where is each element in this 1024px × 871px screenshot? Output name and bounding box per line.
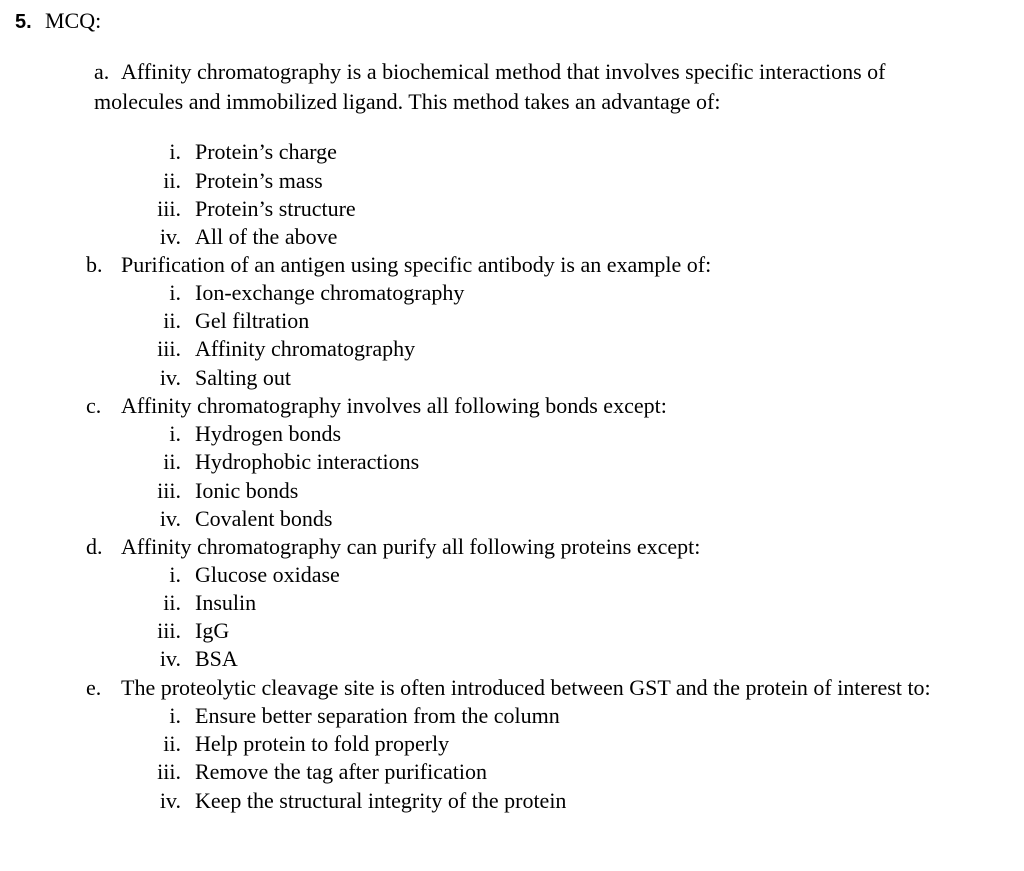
- option-text: Insulin: [195, 590, 257, 615]
- option-text: Keep the structural integrity of the protein: [195, 788, 567, 813]
- option-text: Ensure better separation from the column: [195, 703, 560, 728]
- option-roman: iii.: [157, 336, 181, 361]
- item-d-letter: d.: [86, 534, 103, 559]
- item-e-stem: The proteolytic cleavage site is often introduced between GST and the protein of interest to:: [121, 675, 931, 700]
- option-roman: iv.: [159, 506, 181, 531]
- option-roman: iii.: [157, 759, 181, 784]
- option-roman: iv.: [159, 365, 181, 390]
- option-text: Help protein to fold properly: [195, 731, 450, 756]
- item-b-letter: b.: [86, 252, 103, 277]
- option-roman: iii.: [157, 196, 181, 221]
- option-roman: ii.: [163, 590, 181, 615]
- option-text: Protein’s structure: [195, 196, 356, 221]
- option-roman: i.: [169, 703, 181, 728]
- item-d-option-1: [169, 561, 340, 589]
- option-text: Covalent bonds: [195, 506, 333, 531]
- item-c-option-3: [157, 477, 299, 505]
- option-text: Remove the tag after purification: [195, 759, 487, 784]
- option-text: Gel filtration: [195, 308, 310, 333]
- option-roman: ii.: [163, 308, 181, 333]
- option-roman: i.: [169, 421, 181, 446]
- option-text: Affinity chromatography: [195, 336, 416, 361]
- option-roman: iii.: [157, 478, 181, 503]
- item-d-option-4: [159, 645, 238, 673]
- item-a-stem-line2: molecules and immobilized ligand. This method takes an advantage of:: [94, 89, 721, 114]
- option-roman: iv.: [159, 646, 181, 671]
- item-b-stem: Purification of an antigen using specific antibody is an example of:: [121, 252, 712, 277]
- item-e-option-3: [157, 758, 487, 786]
- item-a-stem-line1: Affinity chromatography is a biochemical method that involves specific interactions of: [121, 59, 886, 84]
- item-b-option-4: [159, 364, 291, 392]
- item-a-option-2: [163, 167, 323, 195]
- option-roman: ii.: [163, 449, 181, 474]
- item-e-option-2: [163, 730, 450, 758]
- question-heading: [15, 6, 101, 37]
- item-b-option-2: [163, 307, 310, 335]
- item-e-option-1: [169, 702, 560, 730]
- item-d-option-3: [157, 617, 230, 645]
- option-roman: i.: [169, 139, 181, 164]
- item-c-option-2: [163, 448, 420, 476]
- question-number: 5.: [15, 11, 32, 33]
- option-roman: iv.: [159, 224, 181, 249]
- item-c-letter: c.: [86, 393, 102, 418]
- option-text: Protein’s mass: [195, 168, 323, 193]
- option-text: Protein’s charge: [195, 139, 337, 164]
- option-roman: ii.: [163, 168, 181, 193]
- option-roman: i.: [169, 562, 181, 587]
- question-title: MCQ:: [45, 8, 102, 33]
- option-text: Glucose oxidase: [195, 562, 340, 587]
- item-c-stem: Affinity chromatography involves all following bonds except:: [121, 393, 667, 418]
- item-a-option-4: [159, 223, 338, 251]
- item-e-option-4: [159, 787, 567, 815]
- option-text: IgG: [195, 618, 230, 643]
- item-a-letter: a.: [94, 59, 110, 84]
- option-roman: ii.: [163, 731, 181, 756]
- option-text: Ionic bonds: [195, 478, 299, 503]
- item-b-option-1: [169, 279, 465, 307]
- item-d-stem: Affinity chromatography can purify all following proteins except:: [121, 534, 701, 559]
- option-roman: iv.: [159, 788, 181, 813]
- item-b-option-3: [157, 335, 416, 363]
- option-roman: iii.: [157, 618, 181, 643]
- item-a-option-1: [169, 138, 337, 166]
- option-roman: i.: [169, 280, 181, 305]
- option-text: Hydrogen bonds: [195, 421, 342, 446]
- option-text: BSA: [195, 646, 238, 671]
- item-c-option-4: [159, 505, 333, 533]
- option-text: Salting out: [195, 365, 291, 390]
- item-c-option-1: [169, 420, 342, 448]
- option-text: Hydrophobic interactions: [195, 449, 420, 474]
- option-text: All of the above: [195, 224, 338, 249]
- item-a-option-3: [157, 195, 356, 223]
- item-d-option-2: [163, 589, 257, 617]
- item-e-letter: e.: [86, 675, 102, 700]
- option-text: Ion-exchange chromatography: [195, 280, 465, 305]
